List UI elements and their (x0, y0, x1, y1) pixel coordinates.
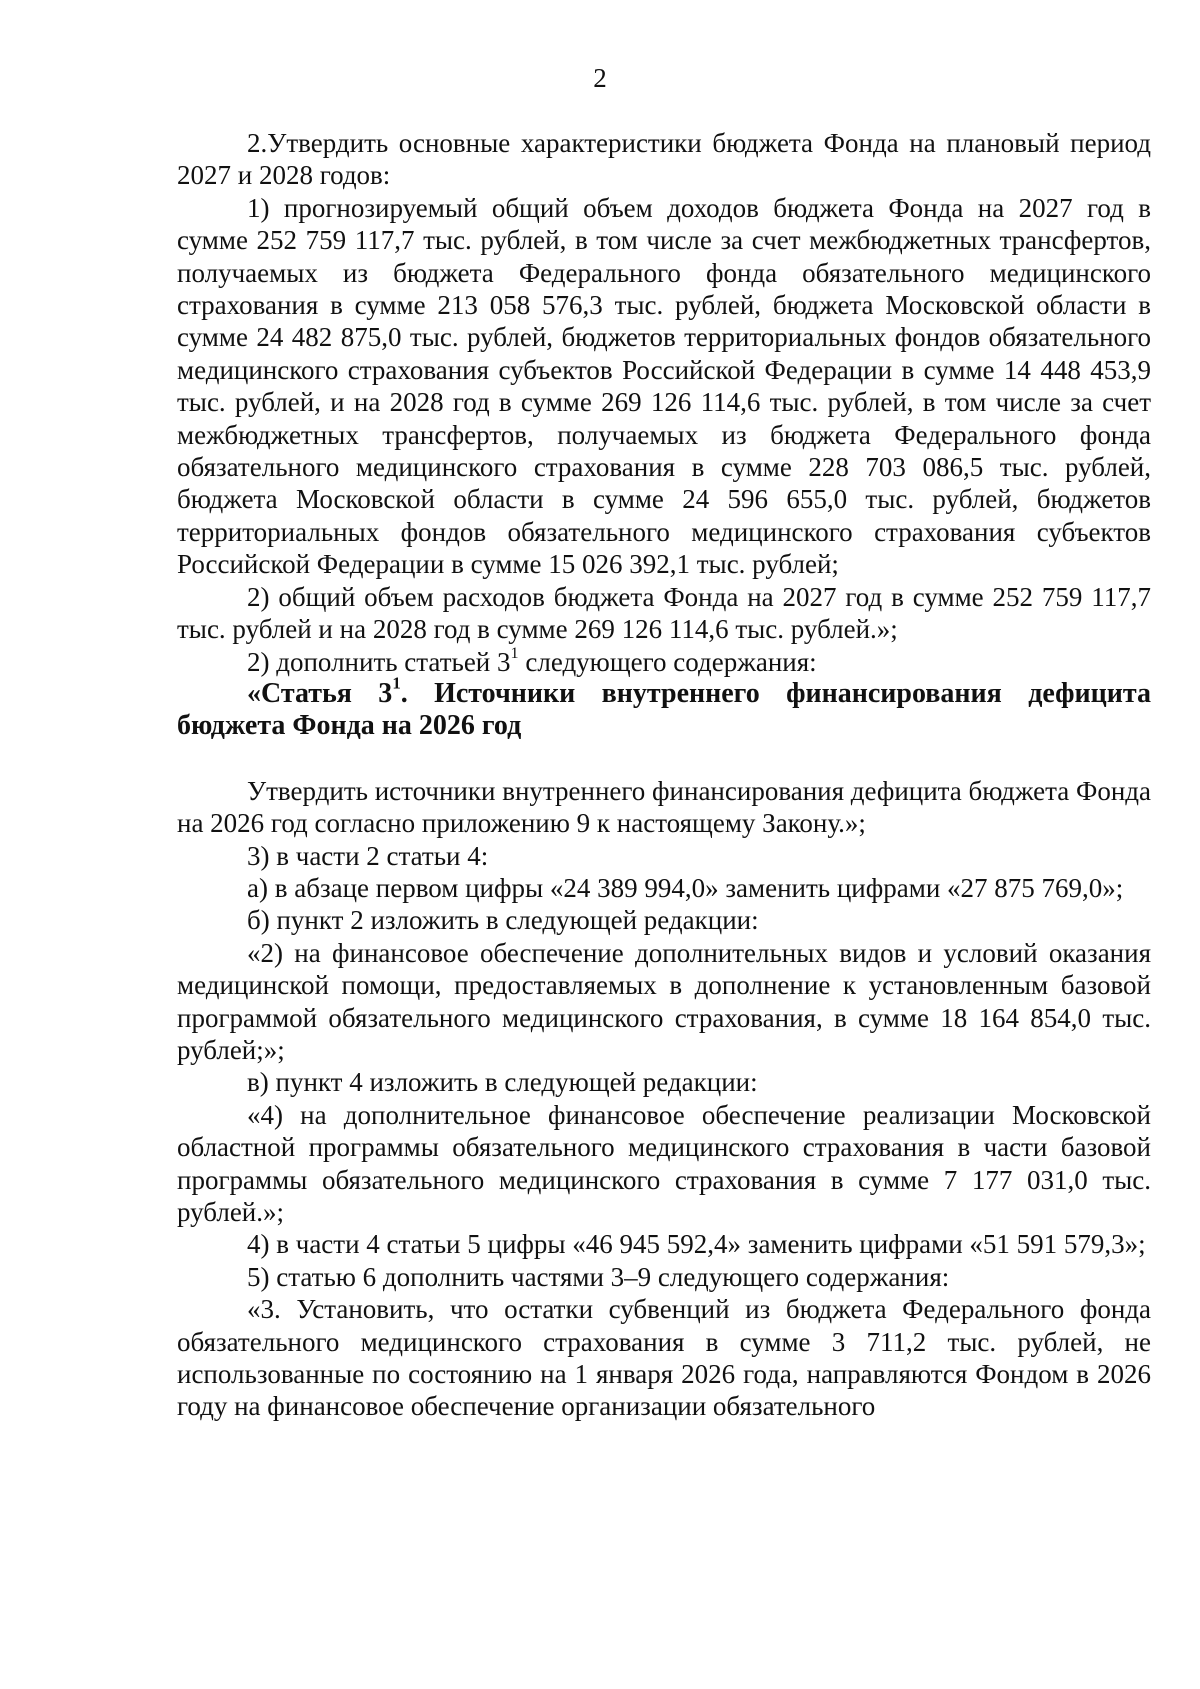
paragraph-total-expenses: 2) общий объем расходов бюджета Фонда на 2027 год в сумме 252 759 117,7 тыс. рублей и на 2028 год в сумме 269 126 114,6 тыс. рублей.»; (177, 581, 1151, 645)
article-heading-tail: . Источники внутреннего финансирования дефицита бюджета Фонда на 2026 год (177, 677, 1151, 742)
paragraph-subitem-v: в) пункт 4 изложить в следующей редакции: (247, 1067, 758, 1098)
superscript: 1 (510, 643, 519, 662)
page-number: 2 (593, 63, 607, 93)
paragraph-add-article-text: 2) дополнить статьей 3 (247, 646, 511, 677)
paragraph-subitem-a: а) в абзаце первом цифры «24 389 994,0» заменить цифрами «27 875 769,0»; (247, 872, 1124, 903)
paragraph-article6-supplement: 5) статью 6 дополнить частями 3–9 следующего содержания: (247, 1261, 950, 1292)
paragraph-add-article (177, 643, 1151, 678)
paragraph-item-2-text: «2) на финансовое обеспечение дополнительных видов и условий оказания медицинской помощи, предоставляемых в дополнение к установленным базовой программой обязательного медицинского страхования, в сумме 18 164 854,0 тыс. рублей;»; (177, 937, 1151, 1065)
superscript: 1 (392, 673, 401, 693)
paragraph-part2-article4: 3) в части 2 статьи 4: (247, 840, 489, 871)
paragraph-forecast-revenue: 1) прогнозируемый общий объем доходов бюджета Фонда на 2027 год в сумме 252 759 117,7 тыс. рублей, в том числе за счет межбюджетных трансфертов, получаемых из бюджета Федерального фонда обязательного медицинского страхования в сумме 213 058 576,3 тыс. рублей, бюджета Московской области в сумме 24 482 875,0 тыс. рублей, бюджетов территориальных фондов обязательного медицинского страхования субъектов Российской Федерации в сумме 14 448 453,9 тыс. рублей, и на 2028 год в сумме 269 126 114,6 тыс. рублей, в том числе за счет межбюджетных трансфертов, получаемых из бюджета Федерального фонда обязательного медицинского страхования в сумме 228 703 086,5 тыс. рублей, бюджета Московской области в сумме 24 596 655,0 тыс. рублей, бюджетов территориальных фондов обязательного медицинского страхования субъектов Российской Федерации в сумме 15 026 392,1 тыс. рублей; (177, 192, 1151, 580)
paragraph-part3-remainders: «3. Установить, что остатки субвенций из бюджета Федерального фонда обязательного медицинского страхования в сумме 3 711,2 тыс. рублей, не использованные по состоянию на 1 января 2026 года, направляются Фондом в 2026 году на финансовое обеспечение организации обязательного (177, 1294, 1151, 1422)
paragraph-approve-sources: Утвердить источники внутреннего финансирования дефицита бюджета Фонда на 2026 год согласно приложению 9 к настоящему Закону.»; (177, 775, 1151, 839)
paragraph-item-4-text: «4) на дополнительное финансовое обеспечение реализации Московской областной программы обязательного медицинского страхования в части базовой программы обязательного медицинского страхования в сумме 7 177 031,0 тыс. рублей.»; (177, 1099, 1151, 1227)
article-heading-text: «Статья 3 (247, 677, 393, 709)
paragraph-add-article-tail: следующего содержания: (518, 646, 817, 677)
document-body (177, 127, 1151, 1423)
article-heading (177, 673, 1151, 743)
paragraph-approve-characteristics: 2.Утвердить основные характеристики бюджета Фонда на плановый период 2027 и 2028 годов: (177, 128, 1151, 191)
paragraph-subitem-b: б) пункт 2 изложить в следующей редакции: (247, 905, 759, 936)
paragraph-part4-article5: 4) в части 4 статьи 5 цифры «46 945 592,4» заменить цифрами «51 591 579,3»; (247, 1229, 1146, 1260)
